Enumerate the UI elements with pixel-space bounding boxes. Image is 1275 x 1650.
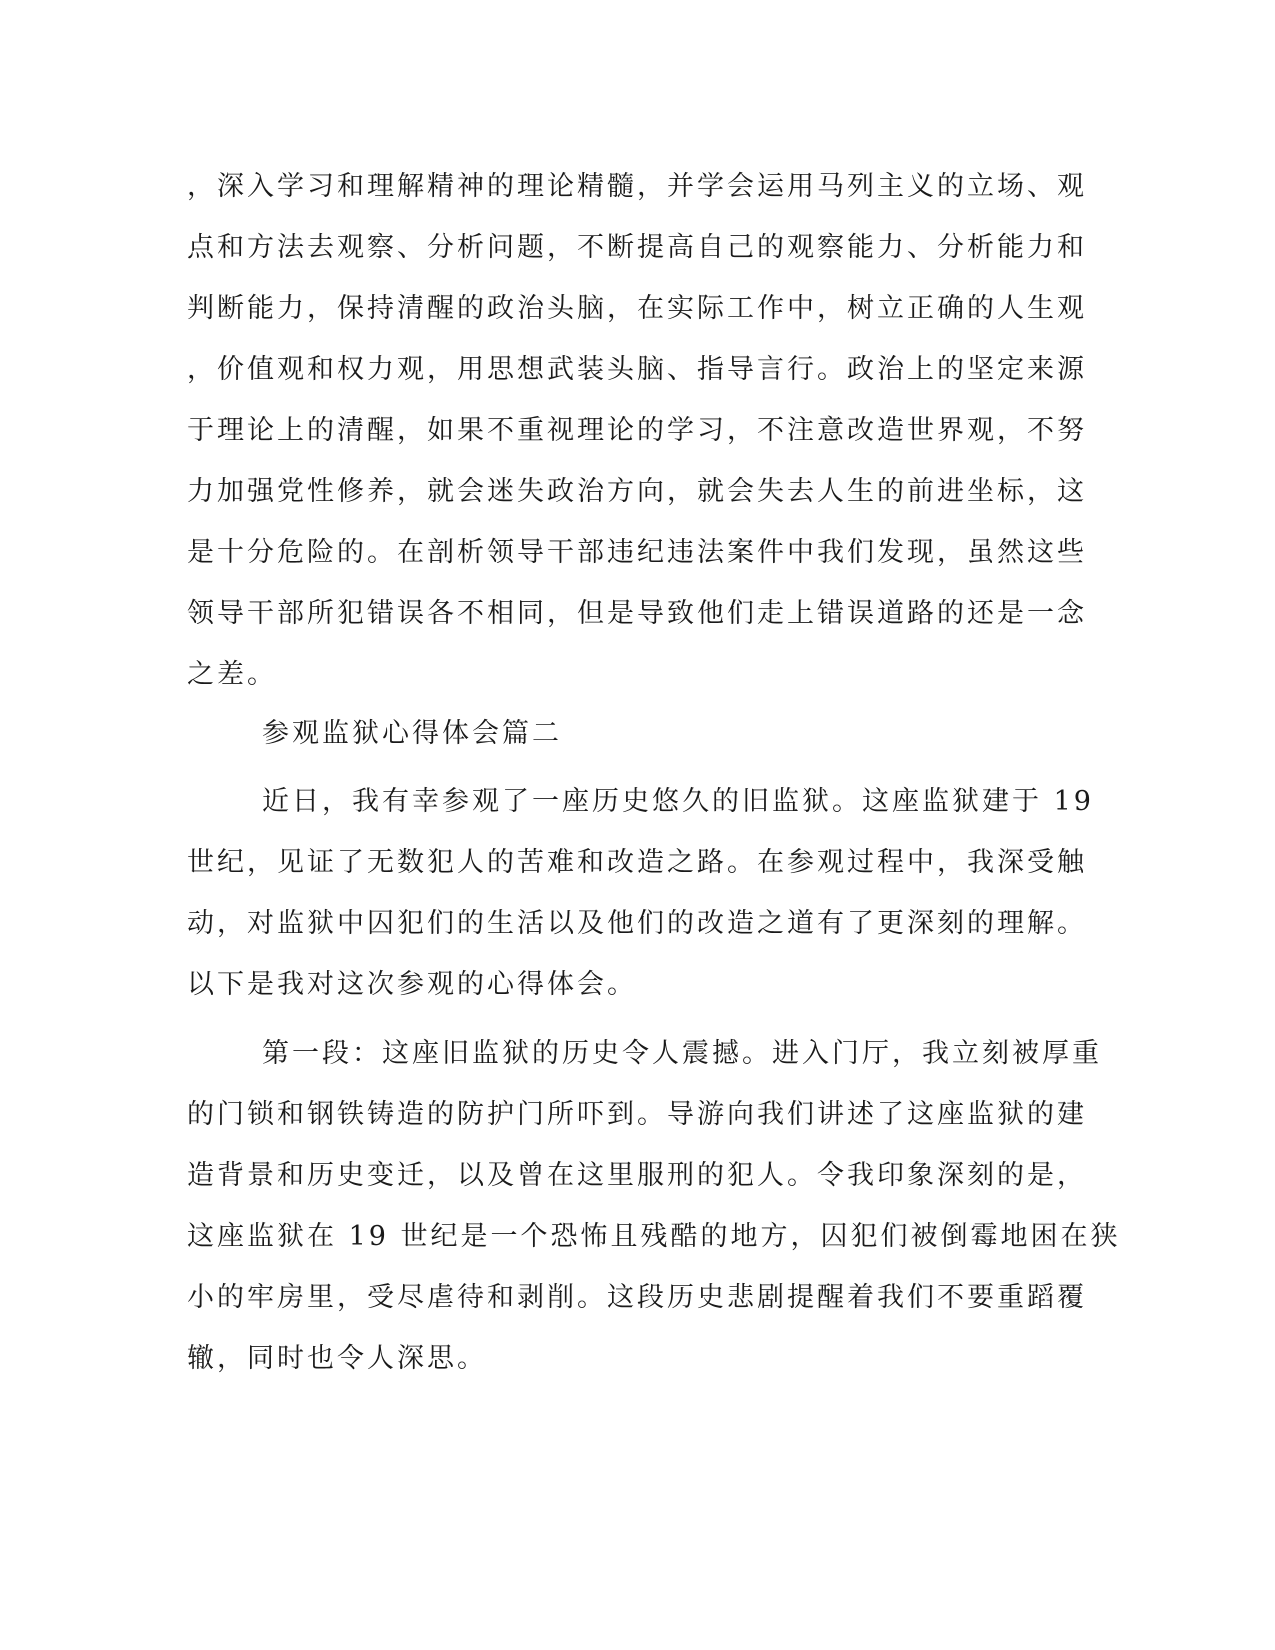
text-line: 这座监狱在 19 世纪是一个恐怖且残酷的地方，囚犯们被倒霉地困在狭 — [187, 1221, 1121, 1252]
text-line: 的门锁和钢铁铸造的防护门所吓到。导游向我们讲述了这座监狱的建 — [187, 1099, 1087, 1130]
text-line: 于理论上的清醒，如果不重视理论的学习，不注意改造世界观，不努 — [187, 415, 1087, 446]
text-line: ，价值观和权力观，用思想武装头脑、指导言行。政治上的坚定来源 — [187, 354, 1087, 385]
text-line: 造背景和历史变迁，以及曾在这里服刑的犯人。令我印象深刻的是， — [187, 1160, 1087, 1191]
text-line: 第一段：这座旧监狱的历史令人震撼。进入门厅，我立刻被厚重 — [262, 1038, 1102, 1069]
text-line: 近日，我有幸参观了一座历史悠久的旧监狱。这座监狱建于 19 — [262, 786, 1094, 817]
text-line: 之差。 — [187, 659, 277, 690]
text-line: ，深入学习和理解精神的理论精髓，并学会运用马列主义的立场、观 — [187, 171, 1087, 202]
text-line: 力加强党性修养，就会迷失政治方向，就会失去人生的前进坐标，这 — [187, 476, 1087, 507]
text-line: 以下是我对这次参观的心得体会。 — [187, 969, 637, 1000]
text-line: 判断能力，保持清醒的政治头脑，在实际工作中，树立正确的人生观 — [187, 293, 1087, 324]
document-body — [187, 156, 1121, 1389]
paragraph-intro — [187, 771, 1094, 1015]
text-line: 动，对监狱中囚犯们的生活以及他们的改造之道有了更深刻的理解。 — [187, 908, 1087, 939]
section-heading: 参观监狱心得体会篇二 — [262, 718, 562, 749]
text-line: 辙，同时也令人深思。 — [187, 1343, 487, 1374]
text-line: 领导干部所犯错误各不相同，但是导致他们走上错误道路的还是一念 — [187, 598, 1087, 629]
text-line: 小的牢房里，受尽虐待和剥削。这段历史悲剧提醒着我们不要重蹈覆 — [187, 1282, 1087, 1313]
paragraph-section-one — [187, 1023, 1121, 1389]
text-line: 世纪，见证了无数犯人的苦难和改造之路。在参观过程中，我深受触 — [187, 847, 1087, 878]
paragraph-continuation — [187, 156, 1087, 705]
text-line: 点和方法去观察、分析问题，不断提高自己的观察能力、分析能力和 — [187, 232, 1087, 263]
text-line: 是十分危险的。在剖析领导干部违纪违法案件中我们发现，虽然这些 — [187, 537, 1087, 568]
